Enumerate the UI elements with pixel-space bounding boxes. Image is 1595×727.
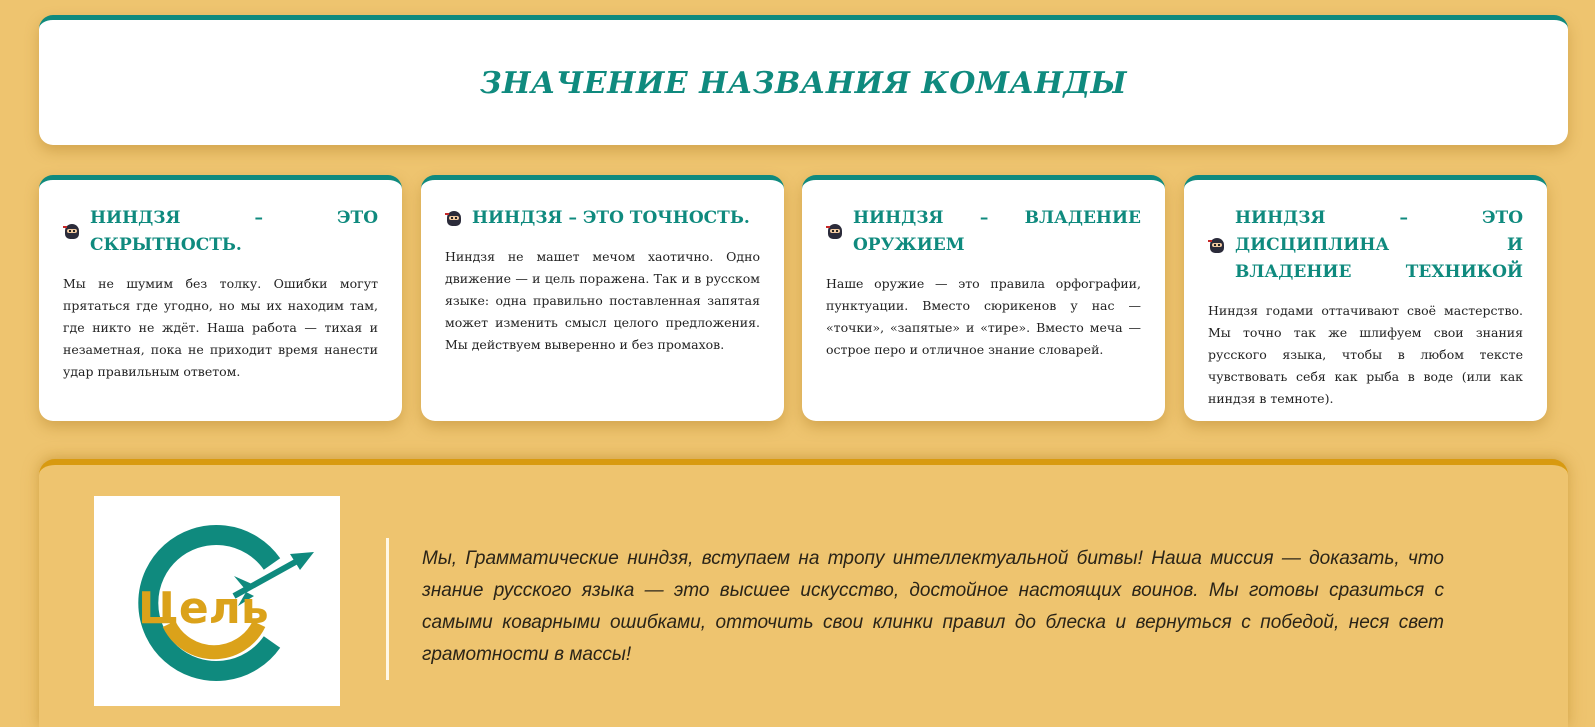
card-title: НИНДЗЯ – ЭТО ТОЧНОСТЬ. <box>472 208 750 228</box>
quote-divider <box>386 538 389 680</box>
card-text: Мы не шумим без толку. Ошибки могут прятаться где угодно, но мы их находим там, где никто не ждёт. Наша работа — тихая и незаметная, пока не приходит время нанести удар правильным ответом. <box>63 276 378 379</box>
cards-row <box>39 175 1568 421</box>
ninja-icon <box>1208 237 1226 255</box>
card-title: НИНДЗЯ – ЭТО СКРЫТНОСТЬ. <box>90 208 378 255</box>
ninja-icon <box>63 223 81 241</box>
mission-quote: Мы, Грамматические ниндзя, вступаем на тропу интеллектуальной битвы! Наша миссия — доказать, что знание русского языка — это высшее искусство, достойное настоящих воинов. Мы готовы сразиться с самыми коварными ошибками, отточить свои клинки правил до блеска и вернуться с победой, неся свет грамотности в массы! <box>422 548 1444 665</box>
card-title: НИНДЗЯ – ЭТО ДИСЦИПЛИНА И ВЛАДЕНИЕ ТЕХНИКОЙ <box>1235 208 1523 282</box>
card-stealth <box>39 175 402 421</box>
card-text: Ниндзя не машет мечом хаотично. Одно движение — и цель поражена. Так и в русском языке: одна правильно поставленная запятая может изменить смысл целого предложения. Мы действуем выверенно и без промахов. <box>445 249 760 352</box>
card-header <box>445 205 760 232</box>
goal-logo <box>94 496 340 706</box>
page-title: ЗНАЧЕНИЕ НАЗВАНИЯ КОМАНДЫ <box>479 66 1128 101</box>
ninja-icon <box>826 223 844 241</box>
card-header <box>63 205 378 259</box>
card-title: НИНДЗЯ – ВЛАДЕНИЕ ОРУЖИЕМ <box>853 208 1141 255</box>
logo-word: Цель <box>138 583 269 634</box>
card-weapons <box>802 175 1165 421</box>
card-text: Ниндзя годами оттачивают своё мастерство. Мы точно так же шлифуем свои знания русского языка, чтобы в любом тексте чувствовать себя как рыба в воде (или как ниндзя в темноте). <box>1208 303 1523 406</box>
card-discipline <box>1184 175 1547 421</box>
target-arrow-icon <box>94 496 340 706</box>
mission-section <box>39 459 1568 727</box>
card-text: Наше оружие — это правила орфографии, пунктуации. Вместо сюрикенов у нас — «точки», «запятые» и «тире». Вместо меча — острое перо и отличное знание словарей. <box>826 276 1141 357</box>
ninja-icon <box>445 210 463 228</box>
card-header <box>1208 205 1523 286</box>
card-precision <box>421 175 784 421</box>
card-header <box>826 205 1141 259</box>
header-card <box>39 15 1568 145</box>
